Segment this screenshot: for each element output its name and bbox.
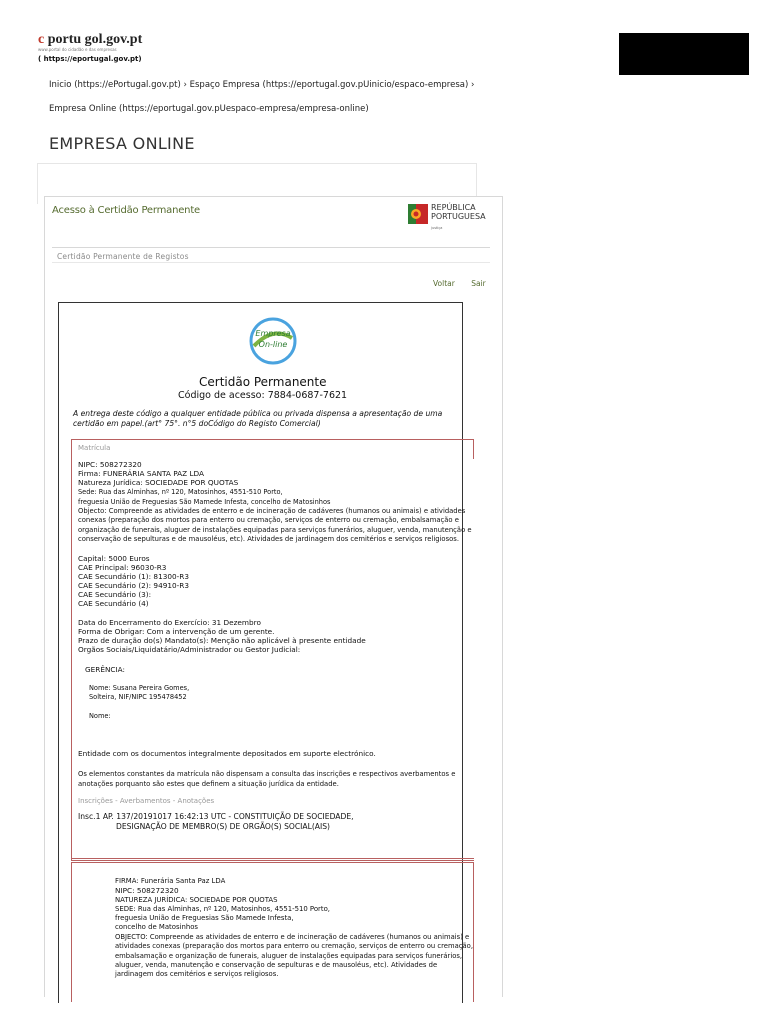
exit-link[interactable]: Sair — [471, 279, 486, 288]
natureza-juridica: Natureza Jurídica: SOCIEDADE POR QUOTAS — [78, 478, 239, 487]
back-link[interactable]: Voltar — [433, 279, 455, 288]
detail-box-right — [473, 862, 474, 1002]
detail-natureza: NATUREZA JURÍDICA: SOCIEDADE POR QUOTAS — [115, 896, 278, 904]
detail-box-left — [71, 862, 72, 1002]
encerramento-exercicio: Data do Encerramento do Exercício: 31 Dezembro — [78, 618, 261, 627]
detail-sede-3: concelho de Matosinhos — [115, 923, 199, 931]
breadcrumb-line-1[interactable]: Inicio (https://ePortugal.gov.pt) › Espaço Empresa (https://eportugal.gov.pUinicio/espaco-empresa) › — [49, 80, 475, 90]
page-title: EMPRESA ONLINE — [49, 134, 195, 153]
logo-suffix: .gov.pt — [102, 32, 143, 47]
detail-objecto: OBJECTO: Compreende as atividades de enterro e de incineração de cadáveres (humanos ou animais) e atividades conexas (preparação dos mortos para enterro ou cremação, serviços de enterro ou cremação, embalsamação e organização de funerais, aluguer de instalações equipadas para serviços funerários, aluguer, venda, manutenção e conservação de sepulturas e de mausoléus, etc). Atividades de jardinagem dos cemitérios e serviços religiosos. — [115, 933, 473, 979]
logo-c: c — [38, 32, 45, 47]
logo-url[interactable]: ( https://eportugal.gov.pt) — [38, 55, 142, 63]
panel-title: Acesso à Certidão Permanente — [52, 205, 200, 216]
subtitle-separator — [52, 262, 490, 263]
logo-tagline: www.portal do cidadão e das empresas — [38, 47, 117, 52]
logo-text: portu gol — [47, 32, 103, 47]
inscricao-1-line-2: DESIGNAÇÃO DE MEMBRO(S) DE ORGÃO(S) SOCIAL(AIS) — [116, 822, 331, 831]
panel-actions — [433, 279, 500, 288]
detail-firma: FIRMA: Funerária Santa Paz LDA — [115, 877, 226, 885]
access-code: Código de acesso: 7884-0687-7621 — [178, 390, 348, 401]
inscricao-1-line-1: Insc.1 AP. 137/20191017 16:42:13 UTC - CONSTITUIÇÃO DE SOCIEDADE, — [78, 812, 354, 821]
republica-text — [431, 203, 486, 221]
matricula-box-bottom — [71, 858, 474, 859]
detail-sede-2: freguesia União de Freguesias São Mamede Infesta, — [115, 914, 294, 922]
cae-secundario-4: CAE Secundário (4) — [78, 599, 149, 608]
detail-nipc: NIPC: 508272320 — [115, 886, 179, 895]
empresa-logo-line-2: On-line — [258, 340, 288, 349]
nipc: NIPC: 508272320 — [78, 460, 142, 469]
gerente-nome-1: Nome: Susana Pereira Gomes, — [89, 684, 190, 692]
sede-line-1: Sede: Rua das Alminhas, nº 120, Matosinhos, 4551-510 Porto, — [78, 488, 283, 496]
gerente-nome-2: Nome: — [89, 712, 111, 720]
gerencia-label: GERÊNCIA: — [85, 665, 125, 674]
redacted-block — [619, 33, 749, 75]
panel-subtitle: Certidão Permanente de Registos — [57, 252, 189, 261]
detail-box-top — [71, 862, 474, 863]
gerente-nome-1-detail: Solteira, NIF/NIPC 195478452 — [89, 693, 187, 701]
orgaos-sociais: Orgãos Sociais/Liquidatário/Administrador ou Gestor Judicial: — [78, 645, 301, 654]
elementos-matricula: Os elementos constantes da matrícula não dispensam a consulta das inscrições e respectivos averbamentos e anotações porquanto são estes que definem a situação jurídica da entidade. — [78, 770, 456, 788]
republica-line-1: REPÚBLICA — [431, 203, 476, 212]
cae-secundario-1: CAE Secundário (1): 81300-R3 — [78, 572, 189, 581]
republica-line-2: PORTUGUESA — [431, 212, 486, 221]
certificate-note: A entrega deste código a qualquer entidade pública ou privada dispensa a apresentação de uma certidão em papel.(art° 75°. n°5 doCódigo do Registo Comercial) — [73, 409, 443, 428]
matricula-label: Matrícula — [78, 444, 111, 452]
certificate-title: Certidão Permanente — [199, 375, 327, 389]
firma: Firma: FUNERÁRIA SANTA PAZ LDA — [78, 469, 205, 478]
entidade-documentos: Entidade com os documentos integralmente depositados em suporte electrónico. — [78, 749, 376, 758]
detail-sede-1: SEDE: Rua das Alminhas, nº 120, Matosinhos, 4551-510 Porto, — [115, 905, 330, 913]
matricula-box-right — [473, 439, 474, 459]
capital: Capital: 5000 Euros — [78, 554, 150, 563]
forma-obrigar: Forma de Obrigar: Com a intervenção de um gerente. — [78, 627, 275, 636]
empresa-online-logo-icon — [246, 316, 300, 366]
site-logo[interactable] — [38, 32, 142, 48]
republica-emblem-icon — [408, 202, 428, 226]
cae-secundario-2: CAE Secundário (2): 94910-R3 — [78, 581, 189, 590]
inscricoes-label: Inscrições - Averbamentos - Anotações — [78, 797, 215, 805]
objecto: Objecto: Compreende as atividades de enterro e de incineração de cadáveres (humanos ou animais) e atividades conexas (preparação dos mortos para enterro ou cremação, serviços de enterro ou cremação, embalsamação e organização de funerais, aluguer de instalações equipadas para serviços funerários, aluguer, venda, manutenção e conservação de sepulturas e de mausoléus, etc). Atividades de jardinagem dos cemitérios e serviços religiosos. — [78, 507, 472, 543]
breadcrumb-line-2[interactable]: Empresa Online (https://eportugal.gov.pUespaco-empresa/empresa-online) — [49, 104, 369, 114]
prazo-mandato: Prazo de duração do(s) Mandato(s): Menção não aplicável à presente entidade — [78, 636, 366, 645]
cae-principal: CAE Principal: 96030-R3 — [78, 563, 167, 572]
republica-small: justiça — [431, 226, 443, 230]
panel-separator — [52, 247, 490, 248]
empresa-logo-line-1: Empresa — [255, 329, 291, 338]
cae-secundario-3: CAE Secundário (3): — [78, 590, 152, 599]
sede-line-2: freguesia União de Freguesias São Mamede Infesta, concelho de Matosinhos — [78, 498, 331, 506]
